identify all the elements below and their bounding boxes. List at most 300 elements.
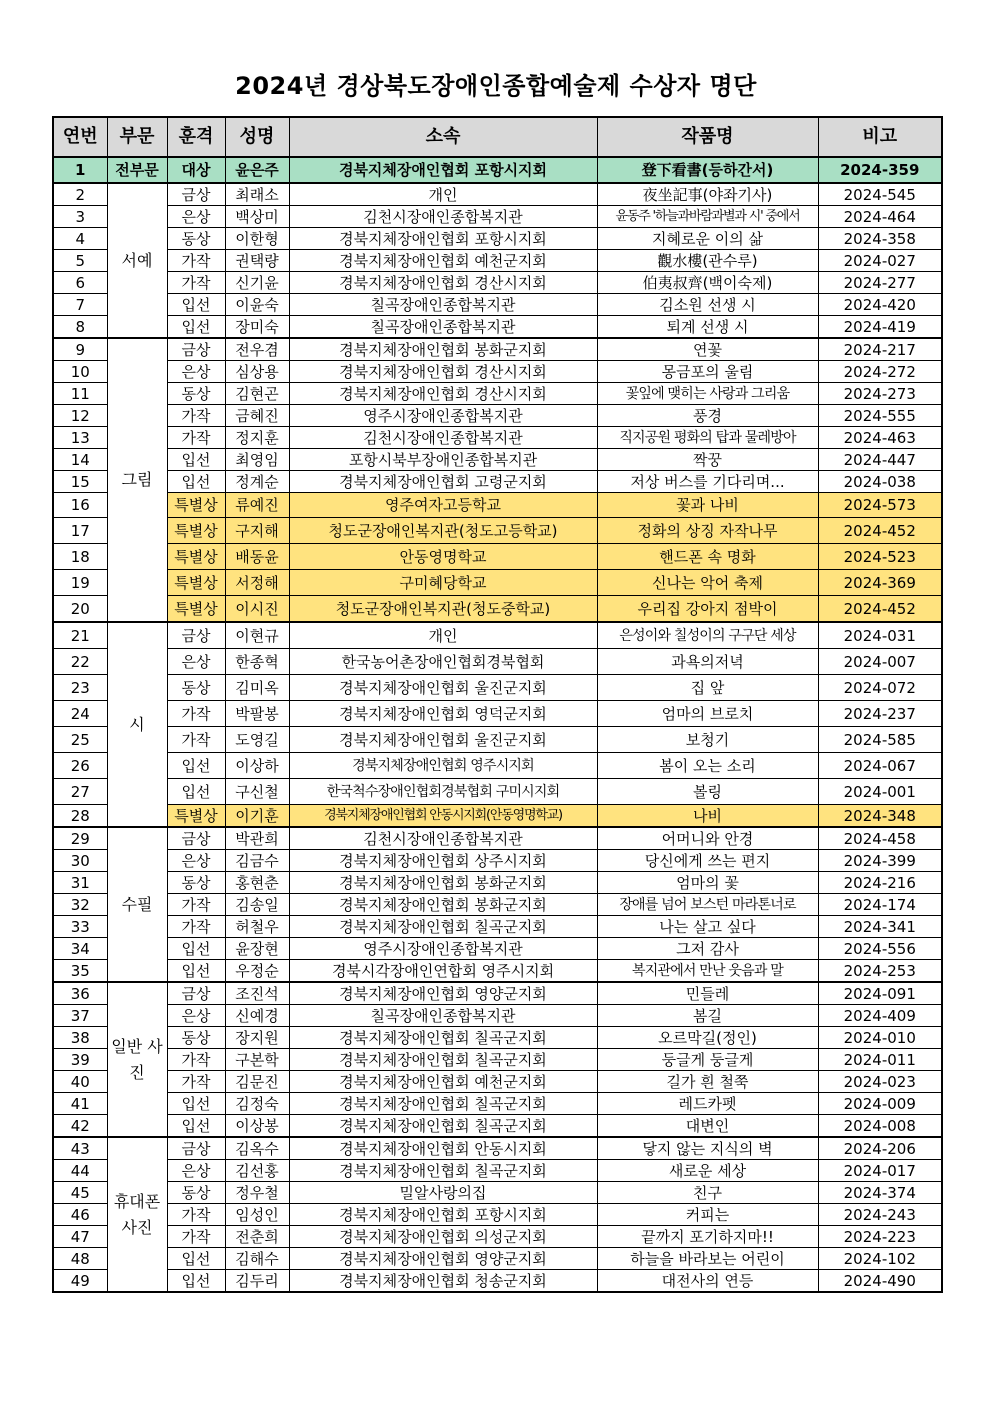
cell-award: 가작 (167, 405, 225, 427)
cell-work: 登下看書(등하간서) (597, 157, 818, 183)
cell-note: 2024-217 (818, 338, 942, 361)
cell-no: 6 (53, 272, 107, 294)
cell-no: 26 (53, 753, 107, 779)
cell-name: 정계순 (225, 471, 289, 493)
cell-name: 구신철 (225, 779, 289, 805)
cell-note: 2024-464 (818, 206, 942, 228)
cell-no: 21 (53, 622, 107, 649)
cell-name: 최영임 (225, 449, 289, 471)
cell-name: 이시진 (225, 596, 289, 623)
cell-award: 가작 (167, 272, 225, 294)
cell-award: 특별상 (167, 518, 225, 544)
cell-name: 신예경 (225, 1005, 289, 1027)
cell-award: 은상 (167, 649, 225, 675)
cell-award: 특별상 (167, 544, 225, 570)
cell-category: 일반 사진 (107, 982, 167, 1137)
cell-no: 13 (53, 427, 107, 449)
cell-note: 2024-009 (818, 1093, 942, 1115)
cell-note: 2024-463 (818, 427, 942, 449)
table-row (53, 316, 942, 339)
cell-note: 2024-253 (818, 960, 942, 983)
cell-work: 복지관에서 만난 웃음과 말 (597, 960, 818, 983)
cell-award: 동상 (167, 228, 225, 250)
table-row (53, 753, 942, 779)
cell-award: 동상 (167, 1182, 225, 1204)
cell-work: 대변인 (597, 1115, 818, 1138)
cell-name: 장미숙 (225, 316, 289, 339)
table-row (53, 1027, 942, 1049)
cell-award: 가작 (167, 1204, 225, 1226)
cell-note: 2024-067 (818, 753, 942, 779)
cell-org: 칠곡장애인종합복지관 (289, 316, 597, 339)
table-row (53, 228, 942, 250)
cell-work: 퇴계 선생 시 (597, 316, 818, 339)
cell-org: 영주시장애인종합복지관 (289, 405, 597, 427)
cell-no: 43 (53, 1137, 107, 1160)
cell-no: 11 (53, 383, 107, 405)
cell-name: 김현곤 (225, 383, 289, 405)
cell-name: 김금수 (225, 850, 289, 872)
cell-award: 동상 (167, 1027, 225, 1049)
cell-work: 연꽃 (597, 338, 818, 361)
cell-name: 김문진 (225, 1071, 289, 1093)
table-row (53, 338, 942, 361)
cell-name: 윤장현 (225, 938, 289, 960)
cell-name: 구지해 (225, 518, 289, 544)
table-row (53, 1115, 942, 1138)
table-row (53, 206, 942, 228)
cell-org: 영주여자고등학교 (289, 493, 597, 518)
table-row (53, 1160, 942, 1182)
cell-org: 경북지체장애인협회 울진군지회 (289, 675, 597, 701)
cell-no: 42 (53, 1115, 107, 1138)
table-row (53, 675, 942, 701)
cell-work: 봄길 (597, 1005, 818, 1027)
cell-no: 25 (53, 727, 107, 753)
cell-org: 경북지체장애인협회 칠곡군지회 (289, 1115, 597, 1138)
cell-no: 15 (53, 471, 107, 493)
table-row (53, 916, 942, 938)
cell-no: 4 (53, 228, 107, 250)
cell-name: 심상용 (225, 361, 289, 383)
cell-work: 당신에게 쓰는 편지 (597, 850, 818, 872)
cell-work: 觀水樓(관수루) (597, 250, 818, 272)
cell-award: 금상 (167, 827, 225, 850)
cell-award: 가작 (167, 894, 225, 916)
cell-org: 경북지체장애인협회 고령군지회 (289, 471, 597, 493)
cell-note: 2024-027 (818, 250, 942, 272)
cell-note: 2024-272 (818, 361, 942, 383)
cell-award: 은상 (167, 1160, 225, 1182)
table-row (53, 493, 942, 518)
cell-award: 입선 (167, 471, 225, 493)
cell-work: 나비 (597, 805, 818, 828)
cell-work: 봄이 오는 소리 (597, 753, 818, 779)
cell-work: 과욕의저녁 (597, 649, 818, 675)
cell-org: 경북지체장애인협회 예천군지회 (289, 250, 597, 272)
cell-org: 개인 (289, 183, 597, 206)
table-row (53, 250, 942, 272)
cell-award: 입선 (167, 1093, 225, 1115)
table-row (53, 570, 942, 596)
cell-no: 3 (53, 206, 107, 228)
cell-category: 수필 (107, 827, 167, 982)
cell-org: 경북지체장애인협회 경산시지회 (289, 272, 597, 294)
cell-name: 구본학 (225, 1049, 289, 1071)
cell-org: 경북지체장애인협회 경산시지회 (289, 383, 597, 405)
cell-award: 가작 (167, 1049, 225, 1071)
cell-work: 夜坐記事(야좌기사) (597, 183, 818, 206)
cell-name: 박관희 (225, 827, 289, 850)
cell-award: 은상 (167, 1005, 225, 1027)
cell-award: 특별상 (167, 493, 225, 518)
table-row (53, 872, 942, 894)
cell-work: 저상 버스를 기다리며... (597, 471, 818, 493)
table-row (53, 1093, 942, 1115)
cell-no: 40 (53, 1071, 107, 1093)
cell-work: 우리집 강아지 점박이 (597, 596, 818, 623)
cell-note: 2024-216 (818, 872, 942, 894)
header-note: 비고 (818, 117, 942, 157)
cell-name: 최래소 (225, 183, 289, 206)
cell-name: 김미옥 (225, 675, 289, 701)
cell-org: 경북지체장애인협회 울진군지회 (289, 727, 597, 753)
cell-org: 경북지체장애인협회 칠곡군지회 (289, 1027, 597, 1049)
cell-note: 2024-523 (818, 544, 942, 570)
cell-no: 36 (53, 982, 107, 1005)
cell-org: 경북지체장애인협회 칠곡군지회 (289, 1093, 597, 1115)
table-row (53, 850, 942, 872)
cell-award: 특별상 (167, 596, 225, 623)
cell-no: 38 (53, 1027, 107, 1049)
table-row (53, 938, 942, 960)
cell-note: 2024-348 (818, 805, 942, 828)
cell-award: 특별상 (167, 570, 225, 596)
cell-note: 2024-001 (818, 779, 942, 805)
cell-award: 입선 (167, 779, 225, 805)
cell-no: 2 (53, 183, 107, 206)
cell-award: 가작 (167, 701, 225, 727)
cell-org: 김천시장애인종합복지관 (289, 206, 597, 228)
cell-no: 5 (53, 250, 107, 272)
cell-work: 직지공원 평화의 탑과 물레방아 (597, 427, 818, 449)
cell-name: 홍현춘 (225, 872, 289, 894)
header-row (53, 117, 942, 157)
cell-name: 신기윤 (225, 272, 289, 294)
cell-award: 금상 (167, 622, 225, 649)
cell-work: 집 앞 (597, 675, 818, 701)
cell-work: 어머니와 안경 (597, 827, 818, 850)
cell-name: 정우철 (225, 1182, 289, 1204)
cell-work: 伯夷叔齊(백이숙제) (597, 272, 818, 294)
cell-note: 2024-452 (818, 596, 942, 623)
cell-work: 친구 (597, 1182, 818, 1204)
cell-no: 46 (53, 1204, 107, 1226)
cell-name: 배동윤 (225, 544, 289, 570)
cell-work: 대전사의 연등 (597, 1270, 818, 1293)
cell-award: 가작 (167, 1071, 225, 1093)
cell-work: 새로운 세상 (597, 1160, 818, 1182)
cell-note: 2024-091 (818, 982, 942, 1005)
cell-name: 백상미 (225, 206, 289, 228)
table-row (53, 894, 942, 916)
cell-note: 2024-007 (818, 649, 942, 675)
cell-org: 경북지체장애인협회 경산시지회 (289, 361, 597, 383)
cell-no: 24 (53, 701, 107, 727)
cell-note: 2024-545 (818, 183, 942, 206)
cell-award: 동상 (167, 872, 225, 894)
cell-org: 경북지체장애인협회 포항시지회 (289, 228, 597, 250)
cell-note: 2024-585 (818, 727, 942, 753)
cell-org: 경북지체장애인협회 청송군지회 (289, 1270, 597, 1293)
cell-note: 2024-237 (818, 701, 942, 727)
cell-org: 경북지체장애인협회 봉화군지회 (289, 872, 597, 894)
cell-name: 김옥수 (225, 1137, 289, 1160)
cell-name: 이한형 (225, 228, 289, 250)
cell-org: 경북지체장애인협회 영덕군지회 (289, 701, 597, 727)
cell-work: 민들레 (597, 982, 818, 1005)
table-row (53, 701, 942, 727)
table-row (53, 272, 942, 294)
cell-no: 28 (53, 805, 107, 828)
cell-name: 서정해 (225, 570, 289, 596)
cell-no: 44 (53, 1160, 107, 1182)
cell-note: 2024-277 (818, 272, 942, 294)
cell-note: 2024-452 (818, 518, 942, 544)
table-row (53, 449, 942, 471)
table-row (53, 427, 942, 449)
cell-award: 입선 (167, 938, 225, 960)
cell-work: 몽금포의 울림 (597, 361, 818, 383)
header-category: 부문 (107, 117, 167, 157)
cell-category: 그림 (107, 338, 167, 622)
cell-org: 경북지체장애인협회 칠곡군지회 (289, 1049, 597, 1071)
cell-name: 허철우 (225, 916, 289, 938)
cell-no: 8 (53, 316, 107, 339)
cell-name: 장지원 (225, 1027, 289, 1049)
page-title: 2024년 경상북도장애인종합예술제 수상자 명단 (235, 72, 757, 100)
cell-award: 입선 (167, 1270, 225, 1293)
cell-name: 임성인 (225, 1204, 289, 1226)
cell-note: 2024-358 (818, 228, 942, 250)
table-row (53, 1137, 942, 1160)
cell-note: 2024-072 (818, 675, 942, 701)
cell-name: 도영길 (225, 727, 289, 753)
cell-work: 엄마의 꽃 (597, 872, 818, 894)
cell-note: 2024-017 (818, 1160, 942, 1182)
table-row (53, 622, 942, 649)
cell-org: 칠곡장애인종합복지관 (289, 1005, 597, 1027)
cell-award: 입선 (167, 294, 225, 316)
cell-award: 입선 (167, 1115, 225, 1138)
table-row (53, 1204, 942, 1226)
table-row (53, 157, 942, 183)
cell-work: 하늘을 바라보는 어린이 (597, 1248, 818, 1270)
cell-work: 볼링 (597, 779, 818, 805)
cell-award: 가작 (167, 427, 225, 449)
table-row (53, 982, 942, 1005)
cell-note: 2024-011 (818, 1049, 942, 1071)
cell-no: 1 (53, 157, 107, 183)
cell-no: 14 (53, 449, 107, 471)
table-row (53, 183, 942, 206)
cell-award: 입선 (167, 1248, 225, 1270)
table-row (53, 727, 942, 753)
cell-org: 경북지체장애인협회 예천군지회 (289, 1071, 597, 1093)
cell-award: 특별상 (167, 805, 225, 828)
cell-org: 개인 (289, 622, 597, 649)
cell-award: 가작 (167, 250, 225, 272)
table-row (53, 1071, 942, 1093)
cell-org: 경북지체장애인협회 칠곡군지회 (289, 916, 597, 938)
cell-org: 영주시장애인종합복지관 (289, 938, 597, 960)
cell-work: 김소원 선생 시 (597, 294, 818, 316)
cell-name: 이상봉 (225, 1115, 289, 1138)
header-name: 성명 (225, 117, 289, 157)
cell-work: 길가 흰 철쭉 (597, 1071, 818, 1093)
cell-org: 경북지체장애인협회 칠곡군지회 (289, 1160, 597, 1182)
header-org: 소속 (289, 117, 597, 157)
cell-org: 청도군장애인복지관(청도고등학교) (289, 518, 597, 544)
cell-org: 칠곡장애인종합복지관 (289, 294, 597, 316)
table-row (53, 383, 942, 405)
cell-name: 조진석 (225, 982, 289, 1005)
table-row (53, 596, 942, 623)
cell-note: 2024-573 (818, 493, 942, 518)
cell-name: 전우겸 (225, 338, 289, 361)
cell-org: 경북지체장애인협회 안동시지회 (289, 1137, 597, 1160)
table-row (53, 649, 942, 675)
cell-work: 윤동주 '하늘과바람과별과 시' 중에서 (597, 206, 818, 228)
cell-no: 39 (53, 1049, 107, 1071)
cell-note: 2024-031 (818, 622, 942, 649)
cell-note: 2024-206 (818, 1137, 942, 1160)
cell-award: 동상 (167, 675, 225, 701)
cell-no: 29 (53, 827, 107, 850)
cell-note: 2024-399 (818, 850, 942, 872)
cell-award: 가작 (167, 727, 225, 753)
cell-name: 윤은주 (225, 157, 289, 183)
cell-org: 포항시북부장애인종합복지관 (289, 449, 597, 471)
cell-award: 입선 (167, 316, 225, 339)
cell-no: 48 (53, 1248, 107, 1270)
cell-org: 밀알사랑의집 (289, 1182, 597, 1204)
cell-name: 금혜진 (225, 405, 289, 427)
cell-work: 짝꿍 (597, 449, 818, 471)
cell-no: 7 (53, 294, 107, 316)
cell-org: 경북지체장애인협회 영양군지회 (289, 982, 597, 1005)
cell-note: 2024-420 (818, 294, 942, 316)
cell-no: 32 (53, 894, 107, 916)
cell-work: 엄마의 브로치 (597, 701, 818, 727)
cell-org: 경북지체장애인협회 의성군지회 (289, 1226, 597, 1248)
cell-note: 2024-038 (818, 471, 942, 493)
cell-no: 16 (53, 493, 107, 518)
table-row (53, 1226, 942, 1248)
cell-name: 정지훈 (225, 427, 289, 449)
cell-no: 47 (53, 1226, 107, 1248)
cell-no: 20 (53, 596, 107, 623)
cell-work: 레드카펫 (597, 1093, 818, 1115)
cell-award: 대상 (167, 157, 225, 183)
cell-work: 그저 감사 (597, 938, 818, 960)
cell-note: 2024-273 (818, 383, 942, 405)
cell-name: 류예진 (225, 493, 289, 518)
cell-org: 경북시각장애인연합회 영주시지회 (289, 960, 597, 983)
cell-org: 경북지체장애인협회 봉화군지회 (289, 894, 597, 916)
header-work: 작품명 (597, 117, 818, 157)
cell-note: 2024-419 (818, 316, 942, 339)
cell-name: 김정숙 (225, 1093, 289, 1115)
cell-org: 김천시장애인종합복지관 (289, 427, 597, 449)
table-row (53, 805, 942, 828)
cell-org: 김천시장애인종합복지관 (289, 827, 597, 850)
cell-award: 은상 (167, 361, 225, 383)
cell-no: 12 (53, 405, 107, 427)
cell-name: 우정순 (225, 960, 289, 983)
cell-note: 2024-447 (818, 449, 942, 471)
table-row (53, 405, 942, 427)
cell-award: 금상 (167, 982, 225, 1005)
cell-work: 은성이와 칠성이의 구구단 세상 (597, 622, 818, 649)
cell-note: 2024-010 (818, 1027, 942, 1049)
cell-note: 2024-008 (818, 1115, 942, 1138)
table-row (53, 361, 942, 383)
table-row (53, 1005, 942, 1027)
cell-name: 이현규 (225, 622, 289, 649)
cell-name: 전춘희 (225, 1226, 289, 1248)
cell-work: 커피는 (597, 1204, 818, 1226)
cell-note: 2024-490 (818, 1270, 942, 1293)
cell-note: 2024-023 (818, 1071, 942, 1093)
cell-org: 경북지체장애인협회 상주시지회 (289, 850, 597, 872)
cell-award: 입선 (167, 960, 225, 983)
cell-work: 장애를 넘어 보스턴 마라톤너로 (597, 894, 818, 916)
cell-name: 박팔봉 (225, 701, 289, 727)
cell-work: 끝까지 포기하지마!! (597, 1226, 818, 1248)
cell-name: 김송일 (225, 894, 289, 916)
cell-no: 23 (53, 675, 107, 701)
cell-org: 안동영명학교 (289, 544, 597, 570)
cell-org: 경북지체장애인협회 안동시지회(안동영명학교) (289, 805, 597, 828)
cell-award: 가작 (167, 1226, 225, 1248)
cell-org: 한국척수장애인협회경북협회 구미시지회 (289, 779, 597, 805)
cell-note: 2024-102 (818, 1248, 942, 1270)
cell-org: 청도군장애인복지관(청도중학교) (289, 596, 597, 623)
table-row (53, 518, 942, 544)
cell-no: 35 (53, 960, 107, 983)
cell-no: 49 (53, 1270, 107, 1293)
cell-work: 둥글게 둥글게 (597, 1049, 818, 1071)
cell-no: 45 (53, 1182, 107, 1204)
cell-note: 2024-359 (818, 157, 942, 183)
cell-work: 오르막길(정인) (597, 1027, 818, 1049)
table-row (53, 960, 942, 983)
header-no: 연번 (53, 117, 107, 157)
cell-note: 2024-174 (818, 894, 942, 916)
cell-no: 19 (53, 570, 107, 596)
table-row (53, 1270, 942, 1293)
cell-award: 금상 (167, 1137, 225, 1160)
cell-note: 2024-369 (818, 570, 942, 596)
cell-name: 이기훈 (225, 805, 289, 828)
cell-no: 37 (53, 1005, 107, 1027)
cell-no: 30 (53, 850, 107, 872)
cell-work: 지혜로운 이의 삶 (597, 228, 818, 250)
cell-name: 권택량 (225, 250, 289, 272)
cell-note: 2024-243 (818, 1204, 942, 1226)
cell-name: 이상하 (225, 753, 289, 779)
